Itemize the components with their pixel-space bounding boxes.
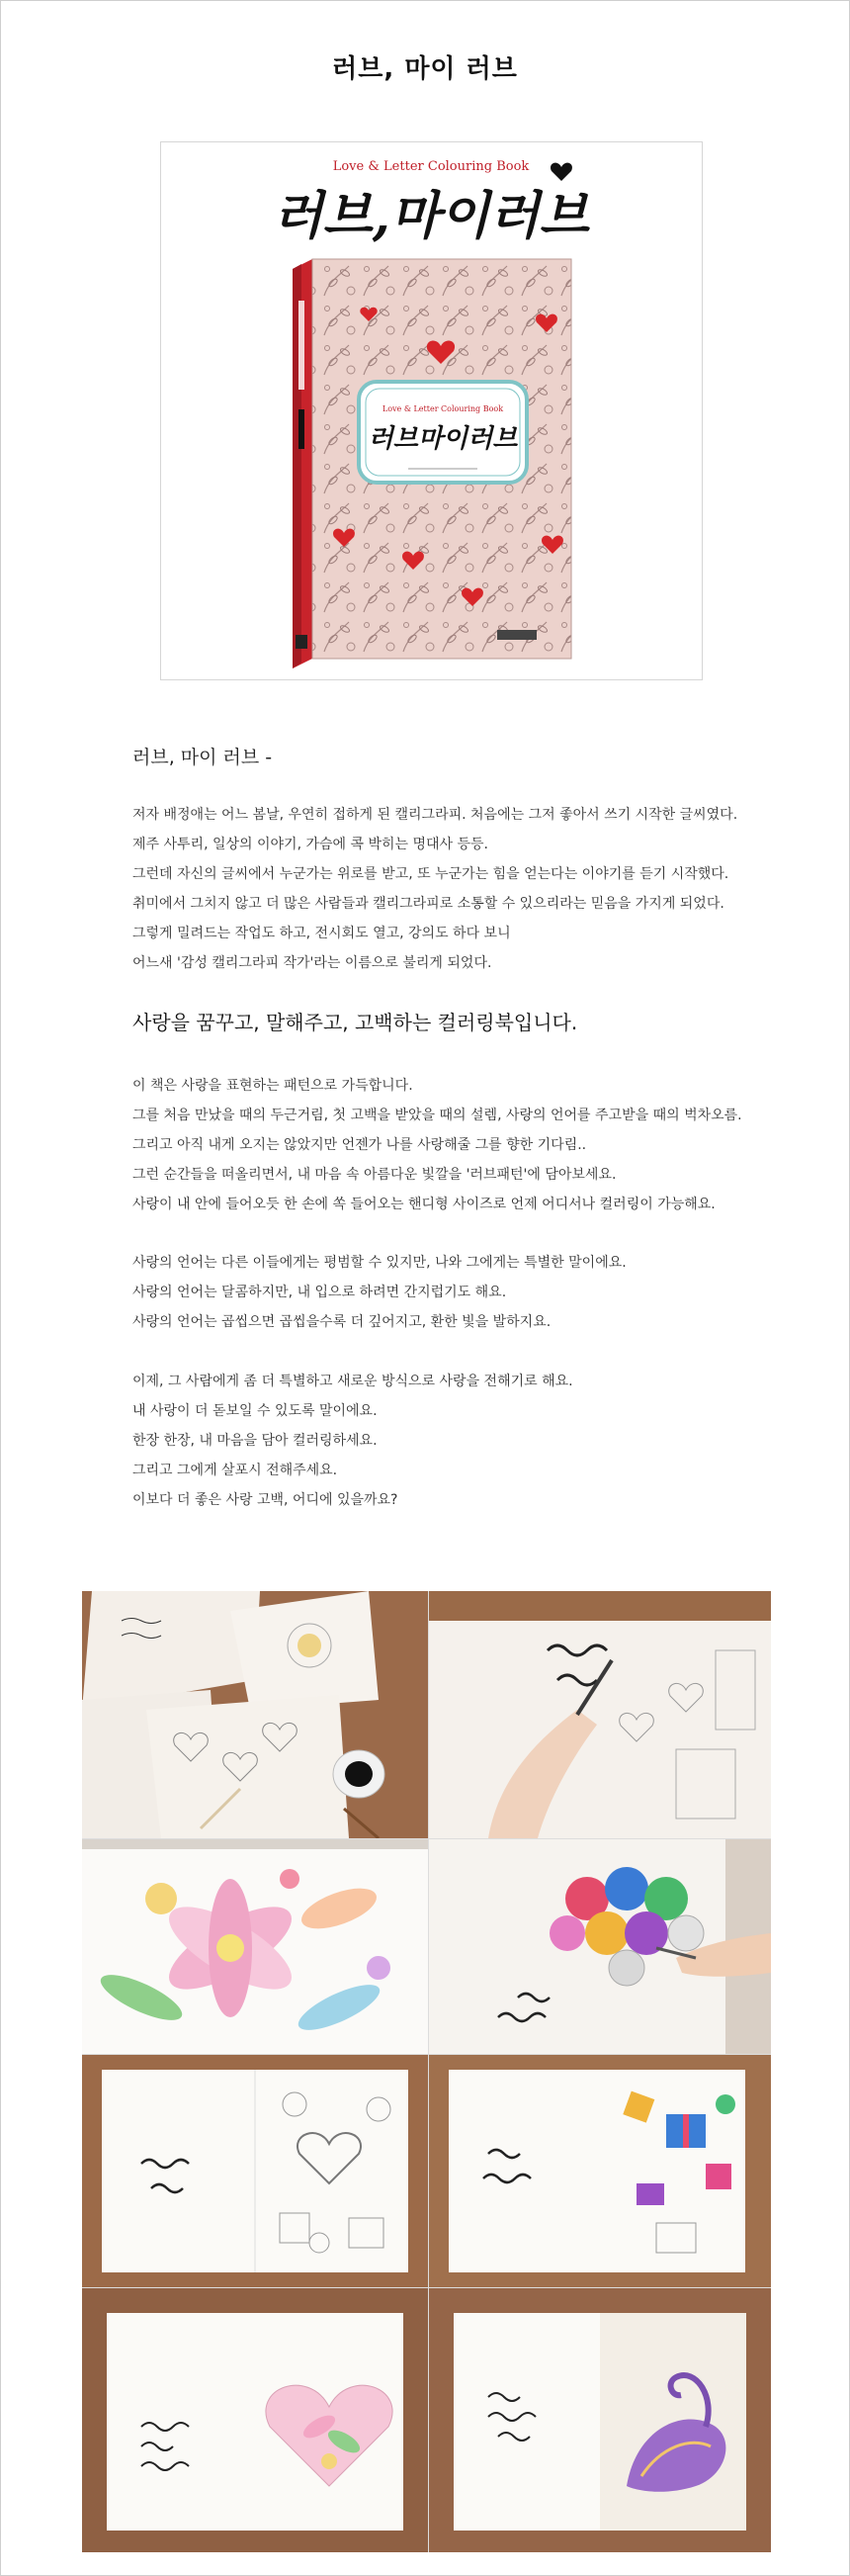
description-line: 사랑이 내 안에 들어오듯 한 손에 쏙 들어오는 핸디형 사이즈로 언제 어디서나 컬러링이 가능해요. xyxy=(132,1197,716,1212)
description-line: 사랑의 언어는 달콤하지만, 내 입으로 하려면 간지럽기도 해요. xyxy=(132,1285,507,1300)
hand-writing-photo xyxy=(429,1591,771,1838)
page-title: 러브, 마이 러브 xyxy=(332,54,518,84)
intro-line: 취미에서 그치지 않고 더 많은 사람들과 캘리그라피로 소통할 수 있으리라는 믿음을 가지게 되었다. xyxy=(132,896,724,912)
description-line: 사랑의 언어는 곱씹으면 곱씹을수록 더 깊어지고, 환한 빛을 발하지요. xyxy=(132,1314,552,1330)
intro-heading: 러브, 마이 러브 - xyxy=(132,747,273,768)
cover-title: 러브,마이러브 xyxy=(273,186,589,246)
description-line: 한장 한장, 내 마음을 담아 컬러링하세요. xyxy=(132,1433,378,1449)
lily-coloring-photo xyxy=(82,1839,428,2054)
gift-icon xyxy=(666,2114,706,2148)
description-paragraph-3 xyxy=(132,1367,765,1515)
description-line: 이보다 더 좋은 사랑 고백, 어디에 있을까요? xyxy=(132,1492,398,1508)
description-line: 사랑의 언어는 다른 이들에게는 평범할 수 있지만, 나와 그에게는 특별한 말이에요. xyxy=(132,1255,627,1271)
description-line: 이제, 그 사람에게 좀 더 특별하고 새로운 방식으로 사랑을 전해기로 해요. xyxy=(132,1374,573,1389)
intro-line: 그렇게 밀려드는 작업도 하고, 전시회도 열고, 강의도 하다 보니 xyxy=(132,926,511,941)
flower-heart-spread-photo xyxy=(82,2288,428,2552)
photo-gallery xyxy=(82,1591,771,2552)
description-line: 그를 처음 만났을 때의 두근거림, 첫 고백을 받았을 때의 설렘, 사랑의 언어를 주고받을 때의 벅차오름. xyxy=(132,1108,742,1123)
description-line: 그리고 그에게 살포시 전해주세요. xyxy=(132,1463,338,1478)
intro-line: 저자 배정애는 어느 봄날, 우연히 접하게 된 캘리그라피. 처음에는 그저 좋아서 쓰기 시작한 글씨였다. xyxy=(132,807,738,823)
cover-inner-label: Love & Letter Colouring Book xyxy=(382,404,504,413)
description-line: 그리고 아직 내게 오지는 않았지만 언젠가 나를 사랑해줄 그를 향한 기다림.. xyxy=(132,1137,587,1153)
description-paragraph-1 xyxy=(132,1071,765,1219)
calligraphy-desk-photo xyxy=(82,1591,428,1838)
cover-series-label: Love & Letter Colouring Book xyxy=(332,159,530,174)
description-line: 내 사랑이 더 돋보일 수 있도록 말이에요. xyxy=(132,1403,378,1419)
intro-line: 그런데 자신의 글씨에서 누군가는 위로를 받고, 또 누군가는 힘을 얻는다는 이야기를 듣기 시작했다. xyxy=(132,866,729,882)
author-intro xyxy=(132,800,765,978)
description-line: 그런 순간들을 떠올리면서, 내 마음 속 아름다운 빛깔을 '러브패턴'에 담아보세요. xyxy=(132,1167,617,1183)
description-paragraph-2 xyxy=(132,1248,765,1337)
description-line: 이 책은 사랑을 표현하는 패턴으로 가득합니다. xyxy=(132,1078,413,1094)
love-pattern-spread-photo xyxy=(82,2055,428,2287)
swan-spread-photo xyxy=(429,2288,771,2552)
gift-pattern-spread-photo xyxy=(429,2055,771,2287)
cover-inner-title: 러브마이러브 xyxy=(368,424,518,454)
colored-hearts-photo xyxy=(429,1839,771,2054)
intro-line: 어느새 '감성 캘리그라피 작가'라는 이름으로 불리게 되었다. xyxy=(132,955,492,971)
book-cover-image xyxy=(160,141,703,680)
tagline: 사랑을 꿈꾸고, 말해주고, 고백하는 컬러링북입니다. xyxy=(132,1011,578,1034)
intro-line: 제주 사투리, 일상의 이야기, 가슴에 콕 박히는 명대사 등등. xyxy=(132,837,489,852)
